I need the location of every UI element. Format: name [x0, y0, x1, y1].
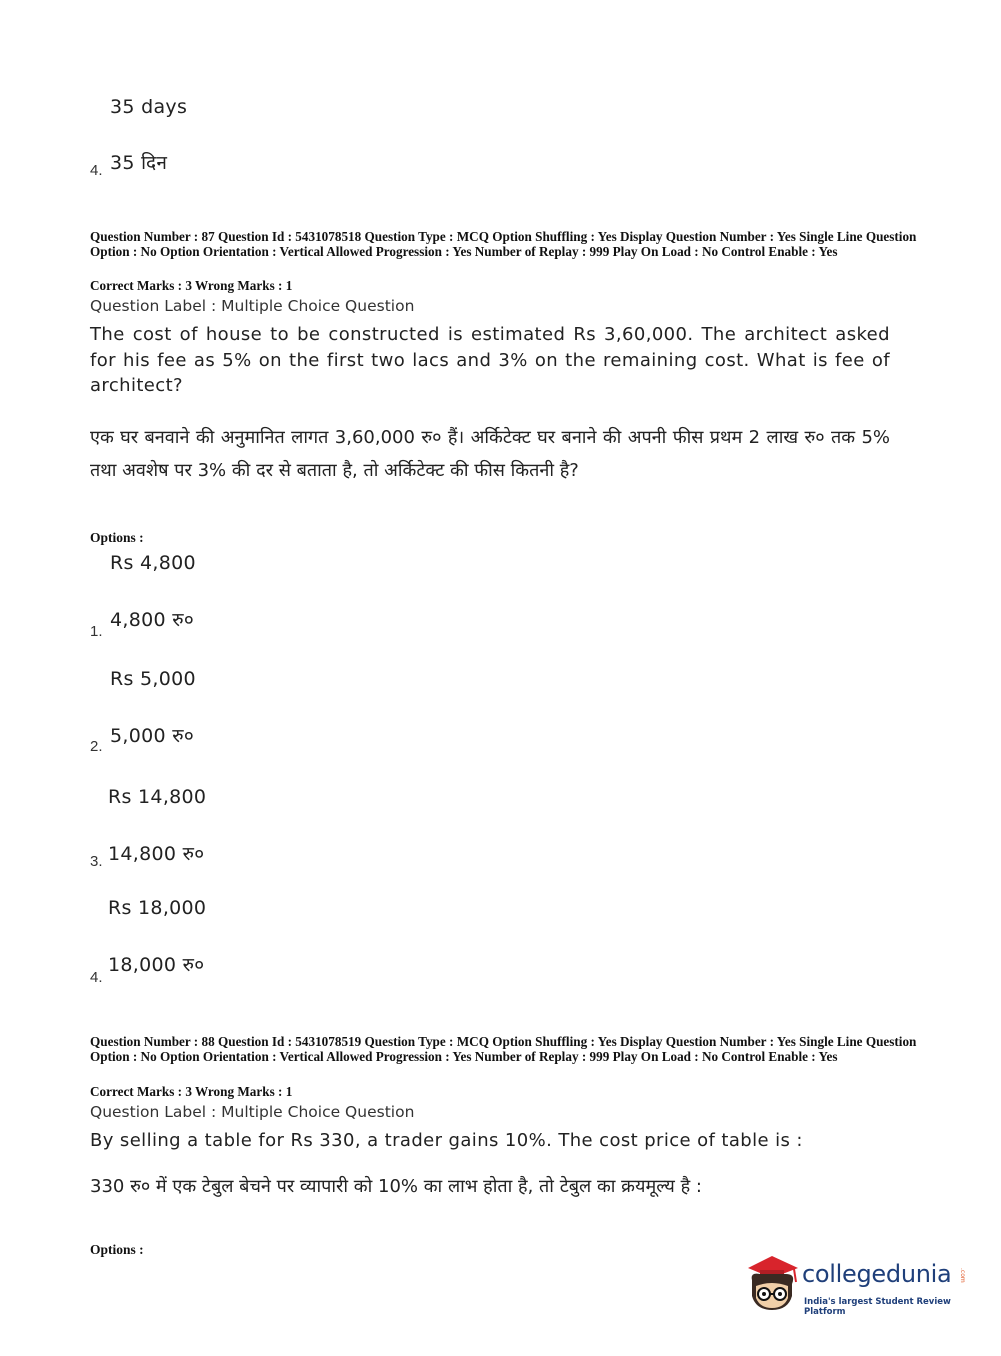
- q87-text-en: The cost of house to be constructed is estimated Rs 3,60,000. The architect asked for his fee as 5% on the first two lacs and 3% on the remaining cost. What is fee of architect?: [90, 324, 890, 396]
- q87-options-heading: Options :: [90, 530, 144, 545]
- q87-option-3-en: Rs 14,800: [108, 786, 207, 808]
- q88-label: Question Label : Multiple Choice Question: [90, 1103, 415, 1121]
- q87-option-3-hi: 14,800 रु०: [108, 843, 205, 865]
- prev-option-4-en: 35 days: [110, 96, 188, 118]
- prev-option-4-number: 4.: [90, 162, 103, 179]
- q88-text-hi: 330 रु० में एक टेबुल बेचने पर व्यापारी को 10% का लाभ होता है, तो टेबुल का क्रयमूल्य है :: [90, 1176, 702, 1197]
- q87-text-hi: एक घर बनवाने की अनुमानित लागत 3,60,000 रु० हैं। अर्किटेक्ट घर बनाने की अपनी फीस प्रथम 2 लाख रु० तक 5% तथा अवशेष पर 3% की दर से बताता है, तो अर्किटेक्ट की फीस कितनी है?: [90, 427, 890, 481]
- q87-option-1-hi: 4,800 रु०: [110, 609, 195, 631]
- q88-marks: Correct Marks : 3 Wrong Marks : 1: [90, 1084, 293, 1099]
- q87-option-1-number: 1.: [90, 623, 103, 640]
- mascot-icon: [742, 1250, 804, 1320]
- q87-option-4-en: Rs 18,000: [108, 897, 207, 919]
- q87-option-4-hi: 18,000 रु०: [108, 954, 205, 976]
- collegedunia-logo: [742, 1250, 972, 1320]
- q87-meta: Question Number : 87 Question Id : 5431078518 Question Type : MCQ Option Shuffling : Yes Display Question Number : Yes Single Line Question Option : No Option Orientation : Vertical Allowed Progression : Yes Number of Replay : 999 Play On Load : No Control Enable : Yes: [90, 229, 917, 259]
- q88-meta: Question Number : 88 Question Id : 5431078519 Question Type : MCQ Option Shuffling : Yes Display Question Number : Yes Single Line Question Option : No Option Orientation : Vertical Allowed Progression : Yes Number of Replay : 999 Play On Load : No Control Enable : Yes: [90, 1034, 917, 1064]
- q87-option-2-hi: 5,000 रु०: [110, 725, 195, 747]
- prev-option-4-hi: 35 दिन: [110, 152, 168, 174]
- logo-tagline: India's largest Student Review Platform: [804, 1297, 951, 1317]
- q88-text-en: By selling a table for Rs 330, a trader gains 10%. The cost price of table is :: [90, 1130, 803, 1151]
- q88-options-heading: Options :: [90, 1242, 144, 1257]
- q87-option-2-number: 2.: [90, 738, 103, 755]
- logo-wordmark: collegedunia: [802, 1260, 952, 1288]
- logo-com: .com: [959, 1268, 966, 1283]
- q87-option-3-number: 3.: [90, 853, 103, 870]
- q87-option-2-en: Rs 5,000: [110, 668, 196, 690]
- q87-label: Question Label : Multiple Choice Question: [90, 297, 415, 315]
- q87-option-4-number: 4.: [90, 969, 103, 986]
- q87-marks: Correct Marks : 3 Wrong Marks : 1: [90, 278, 293, 293]
- q87-option-1-en: Rs 4,800: [110, 552, 196, 574]
